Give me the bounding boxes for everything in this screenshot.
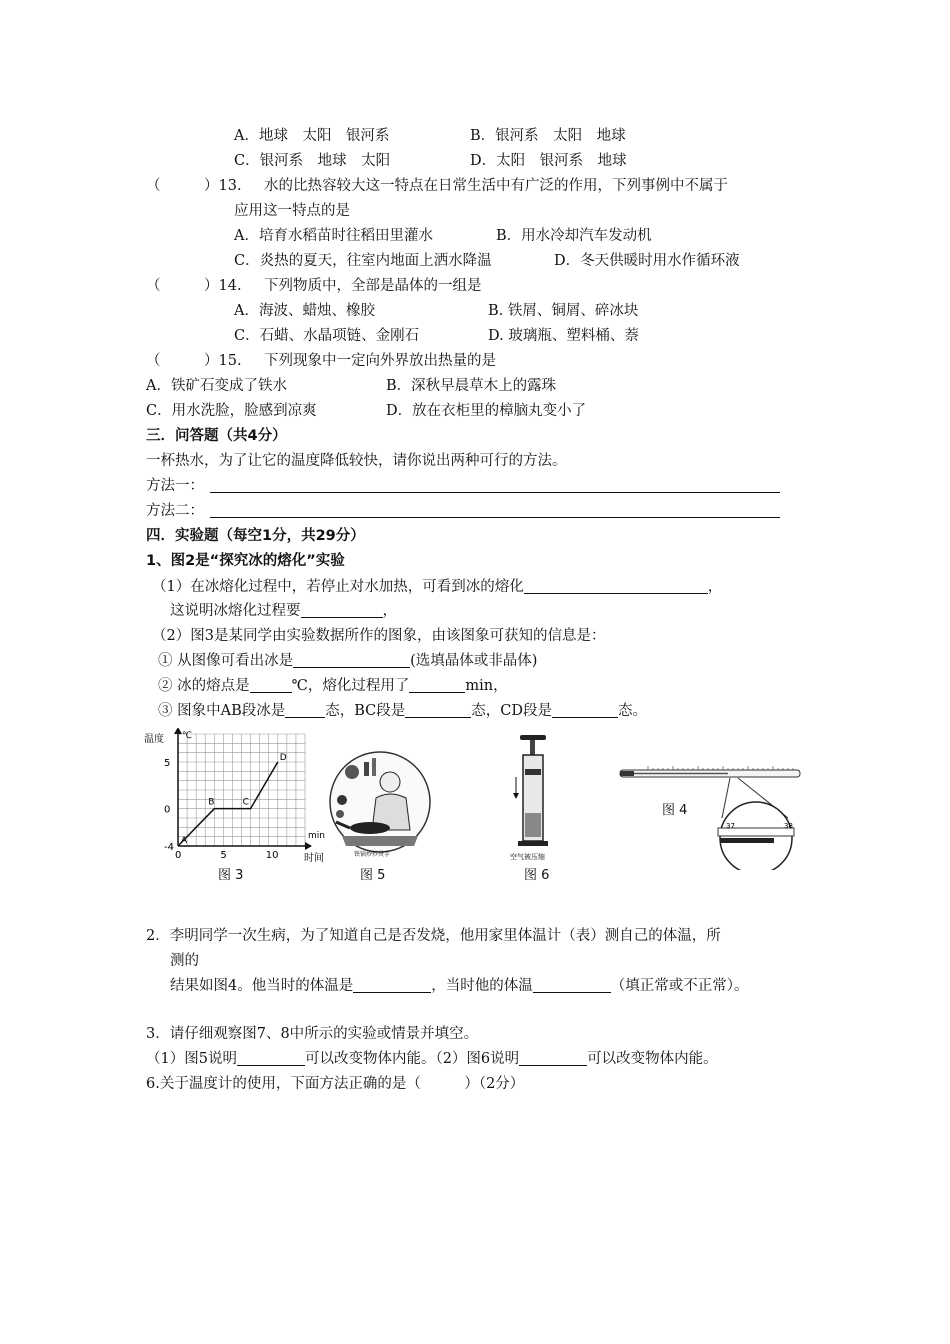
q2-line-b: 测的 [170,953,199,969]
q1-2-2-text-a: ② 冰的熔点是 [158,678,250,694]
q12-option-c: C．银河系 地球 太阳 [234,153,391,169]
figure-3-chart [140,728,340,868]
method-1-label: 方法一： [146,478,204,494]
q13-option-d: D．冬天供暖时用水作循环液 [554,253,740,269]
q1-1-text: （1）在冰熔化过程中，若停止对水加热，可看到冰的熔化 [152,579,524,595]
q15-option-c: C．用水洗脸，脸感到凉爽 [146,403,317,419]
q1-1b-text: 这说明冰熔化过程要 [170,603,301,619]
point-label-b: B [208,797,215,808]
figure-5-illustration [324,748,436,860]
piston-rod-icon [530,740,535,756]
q1-title: 1、图2是“探究冰的熔化”实验 [146,553,345,569]
person-head-icon [380,772,400,792]
figure-3-label: 图 3 [218,868,244,883]
q3-answer-line [146,1049,718,1069]
q3-text-a: （1）图5说明 [146,1051,237,1067]
mercury-bulb-icon [620,771,634,776]
magnified-scale-number: 37 [726,822,735,830]
q14-bracket: （ ）14. [146,278,242,294]
chart-grid [178,734,305,846]
figure-6-illustration [508,733,558,863]
figure-6-caption: 空气被压缩 [510,853,545,861]
q1-2-3-text-a: ③ 图象中AB段冰是 [158,703,286,719]
q1-2-3-blank-c[interactable] [552,702,618,718]
x-tick-label: 5 [220,850,227,861]
q2-line-a: 2．李明同学一次生病，为了知道自己是否发烧，他用家里体温计（表）测自己的体温，所 [146,928,721,944]
q2-blank-b[interactable] [533,977,611,993]
q1-2-3-text-d: 态。 [618,703,648,719]
q13-stem-continued: 应用这一特点的是 [234,203,350,219]
frying-pan-icon [350,822,390,834]
q1-2-2-blank-b[interactable] [409,677,465,693]
method-1-answer-line[interactable] [210,492,780,493]
arrow-head-icon [513,793,519,799]
q3-text-b: 可以改变物体内能。（2）图6说明 [304,1051,520,1067]
x-tick-label: 0 [175,850,182,861]
q1-2-3-line [158,701,647,721]
point-label-a: A [181,836,188,846]
x-tick-label: 10 [265,850,279,861]
q1-2-2-line [158,676,508,696]
q12-option-b: B．银河系 太阳 地球 [470,128,626,144]
q14-option-a: A．海波、蜡烛、橡胶 [234,303,375,319]
q14-option-b: B. 铁屑、铜屑、碎冰块 [488,303,639,319]
q14-option-c: C．石蜡、水晶项链、金刚石 [234,328,420,344]
q2-text-c: 结果如图4。他当时的体温是 [170,978,354,994]
q1-1b-end: ， [382,603,397,619]
section-4-title: 四．实验题（每空1分，共29分） [146,528,365,544]
section-3-question: 一杯热水，为了让它的温度降低较快，请你说出两种可行的方法。 [146,453,567,469]
method-2-label: 方法二： [146,503,204,519]
x-axis-unit: min [308,831,325,841]
q14-option-d: D. 玻璃瓶、塑料桶、萘 [488,328,639,344]
stove-icon [342,836,418,846]
q12-option-a: A．地球 太阳 银河系 [234,128,390,144]
q1-2-3-blank-a[interactable] [285,702,325,718]
q1-2-1-end: (选填晶体或非晶体) [410,653,538,669]
q1-2-3-text-b: 态，BC段是 [325,703,406,719]
q1-1-end: ， [707,579,723,595]
bottle-icon [364,762,369,776]
q15-option-d: D．放在衣柜里的樟脑丸变小了 [386,403,587,419]
y-tick-label: 0 [164,804,171,816]
q12-option-d: D．太阳 银河系 地球 [470,153,627,169]
q14-stem: 下列物质中，全部是晶体的一组是 [264,278,482,294]
q13-option-c: C．炎热的夏天，往室内地面上洒水降温 [234,253,492,269]
q3-text-c: 可以改变物体内能。 [587,1051,718,1067]
q2-blank-a[interactable] [353,977,431,993]
q1-2-2-text-c: min， [465,678,508,694]
figure-4-label: 图 4 [662,803,688,818]
q1-2-2-text-b: ℃，熔化过程用了 [291,678,410,694]
q2-line-c [170,976,748,996]
point-label-d: D [279,753,287,763]
q1-2-1-line [158,651,537,671]
q6-line: 6.关于温度计的使用，下面方法正确的是（ ）（2分） [146,1076,525,1092]
magnifier-line-icon [722,778,730,818]
q15-stem: 下列现象中一定向外界放出热量的是 [264,353,496,369]
q1-1-blank[interactable] [524,578,708,594]
compressed-air-icon [525,813,541,837]
q13-stem: 水的比热容较大这一特点在日常生活中有广泛的作用，下列事例中不属于 [264,178,728,194]
q2-text-e: （填正常或不正常）。 [610,978,749,994]
q1-2-3-blank-b[interactable] [405,702,471,718]
q3-line: 3．请仔细观察图7、8中所示的实验或情景并填空。 [146,1026,479,1042]
x-axis-arrow-icon [305,842,312,850]
figure-6-label: 图 6 [524,868,550,883]
series-line [178,762,278,846]
magnified-mercury-icon [720,838,774,843]
y-axis-unit: ℃ [182,731,193,741]
figure-4-illustration [618,762,814,870]
thermometer-scale [648,766,793,770]
q1-2-1-text: ① 从图像可看出冰是 [158,653,294,669]
q15-bracket: （ ）15. [146,353,242,369]
base-icon [518,841,548,846]
figure-5-caption: 铁锅炒炒烫手 [354,851,391,858]
q1-2-line: （2）图3是某同学由实验数据所作的图象，由该图象可获知的信息是： [152,628,606,644]
bottle-icon-2 [372,758,376,776]
q13-option-a: A．培育水稻苗时往稻田里灌水 [234,228,433,244]
q15-option-b: B．深秋早晨草木上的露珠 [386,378,557,394]
piston-handle-icon [520,735,546,740]
figure-5-label: 图 5 [360,868,386,883]
q3-blank-b[interactable] [519,1050,587,1066]
q3-blank-a[interactable] [237,1050,305,1066]
q2-text-d: ，当时他的体温 [431,978,533,994]
q15-option-a: A．铁矿石变成了铁水 [146,378,287,394]
shelf-object-icon [345,765,359,779]
q1-2-3-text-c: 态，CD段是 [471,703,553,719]
utensil-icon-2 [336,810,344,818]
q13-option-b: B．用水冷却汽车发动机 [496,228,652,244]
section-3-title: 三．问答题（共4分） [146,428,287,444]
piston-icon [525,769,541,775]
utensil-icon [337,795,347,805]
q1-1b-blank[interactable] [301,602,383,618]
y-tick-label: 5 [164,758,171,769]
method-2-answer-line[interactable] [210,517,780,518]
y-tick-label: -4 [164,842,174,853]
q1-2-2-blank-a[interactable] [250,677,292,693]
point-label-c: C [242,797,249,808]
y-axis-arrow-icon [174,728,182,734]
q1-1-line-b [170,601,397,621]
q13-bracket: （ ）13. [146,178,242,194]
x-axis-label: 时间 [304,853,324,864]
q1-1-line-a [152,577,722,597]
q1-2-1-blank[interactable] [293,652,410,668]
y-axis-label: 温度 [144,734,164,745]
magnified-scale-number-2: 38 [784,822,793,830]
